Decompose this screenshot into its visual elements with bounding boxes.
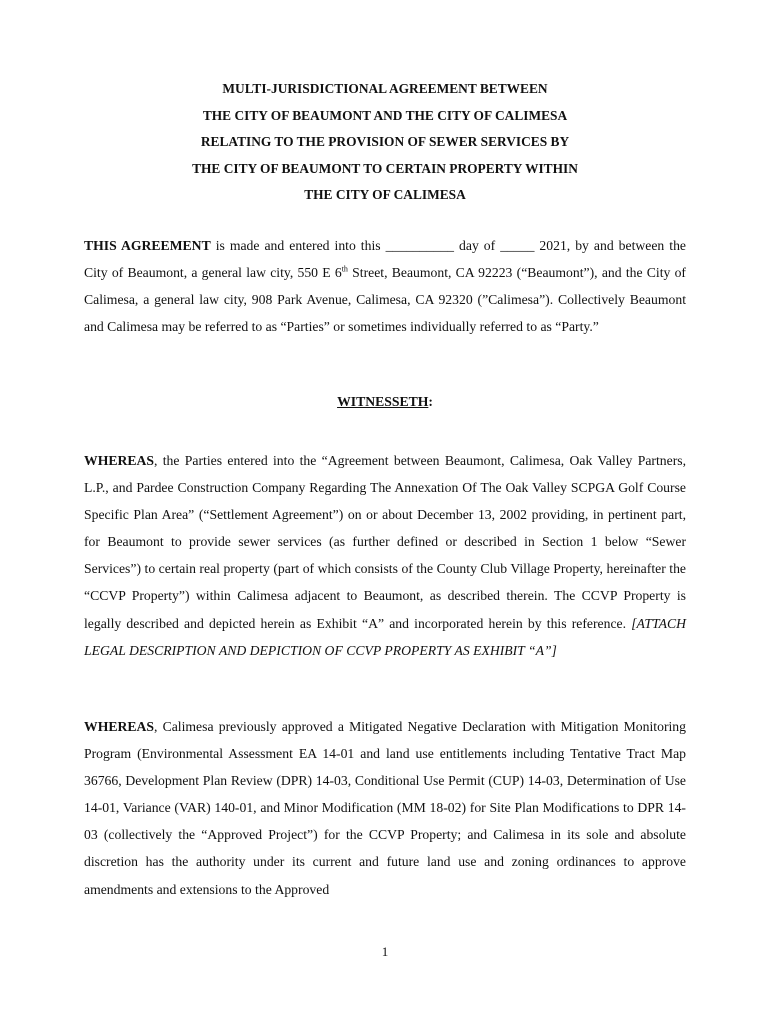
whereas-paragraph-2 [84,713,686,903]
witnesseth-heading [84,394,686,410]
whereas-lead: WHEREAS [84,453,154,468]
whereas-paragraph-1 [84,447,686,664]
page-number: 1 [381,944,389,959]
title-line: THE CITY OF CALIMESA [304,187,466,202]
title-line: THE CITY OF BEAUMONT TO CERTAIN PROPERTY WITHIN [192,160,578,176]
title-line: THE CITY OF BEAUMONT AND THE CITY OF CALIMESA [202,107,568,123]
whereas-italic-note: [ATTACH LEGAL DESCRIPTION AND DEPICTION OF CCVP PROPERTY AS EXHIBIT “A”] [84,615,686,658]
intro-text-a: is made and entered into this __________ day of _____ 2021, by and between the City of Beaumont, a general law city, 550 E 6 [84,238,686,281]
intro-superscript: th [341,264,348,274]
whereas-text: , the Parties entered into the “Agreement between Beaumont, Calimesa, Oak Valley Partners, L.P., and Pardee Construction Company Regarding The Annexation Of The Oak Valley SCPGA Golf Course Specific Plan Area” (“Settlement Agreement”) on or about December 13, 2002 providing, in pertinent part, for Beaumont to provide sewer services (as further defined or described in Section 1 below “Sewer Services”) to certain real property (part of which consists of the County Club Village Property, hereinafter the “CCVP Property”) within Calimesa adjacent to Beaumont, as described therein. The CCVP Property is legally described and depicted herein as Exhibit “A” and incorporated herein by this reference. [84,453,686,631]
agreement-title [84,76,686,209]
whereas-lead: WHEREAS [84,719,154,734]
intro-text-b: Street, Beaumont, CA 92223 (“Beaumont”), and the City of Calimesa, a general law city, 908 Park Avenue, Calimesa, CA 92320 (”Calimesa”). Collectively Beaumont and Calimesa may be referred to as “Parties” or sometimes individually referred to as “Party.” [84,265,686,335]
intro-paragraph [84,232,686,340]
whereas-text: , Calimesa previously approved a Mitigated Negative Declaration with Mitigation Monitoring Program (Environmental Assessment EA 14-01 and land use entitlements including Tentative Tract Map 36766, Development Plan Review (DPR) 14-03, Conditional Use Permit (CUP) 14-03, Determination of Use 14-01, Variance (VAR) 140-01, and Minor Modification (MM 18-02) for Site Plan Modifications to DPR 14-03 (collectively the “Approved Project”) for the CCVP Property; and Calimesa in its sole and absolute discretion has the authority under its current and future land use and zoning ordinances to approve amendments and extensions to the Approved [84,719,686,897]
title-line: MULTI-JURISDICTIONAL AGREEMENT BETWEEN [222,81,548,96]
intro-lead: THIS AGREEMENT [84,238,211,253]
witnesseth-label: WITNESSETH [337,394,429,409]
title-line: RELATING TO THE PROVISION OF SEWER SERVICES BY [200,134,570,149]
witnesseth-suffix: : [428,394,433,409]
